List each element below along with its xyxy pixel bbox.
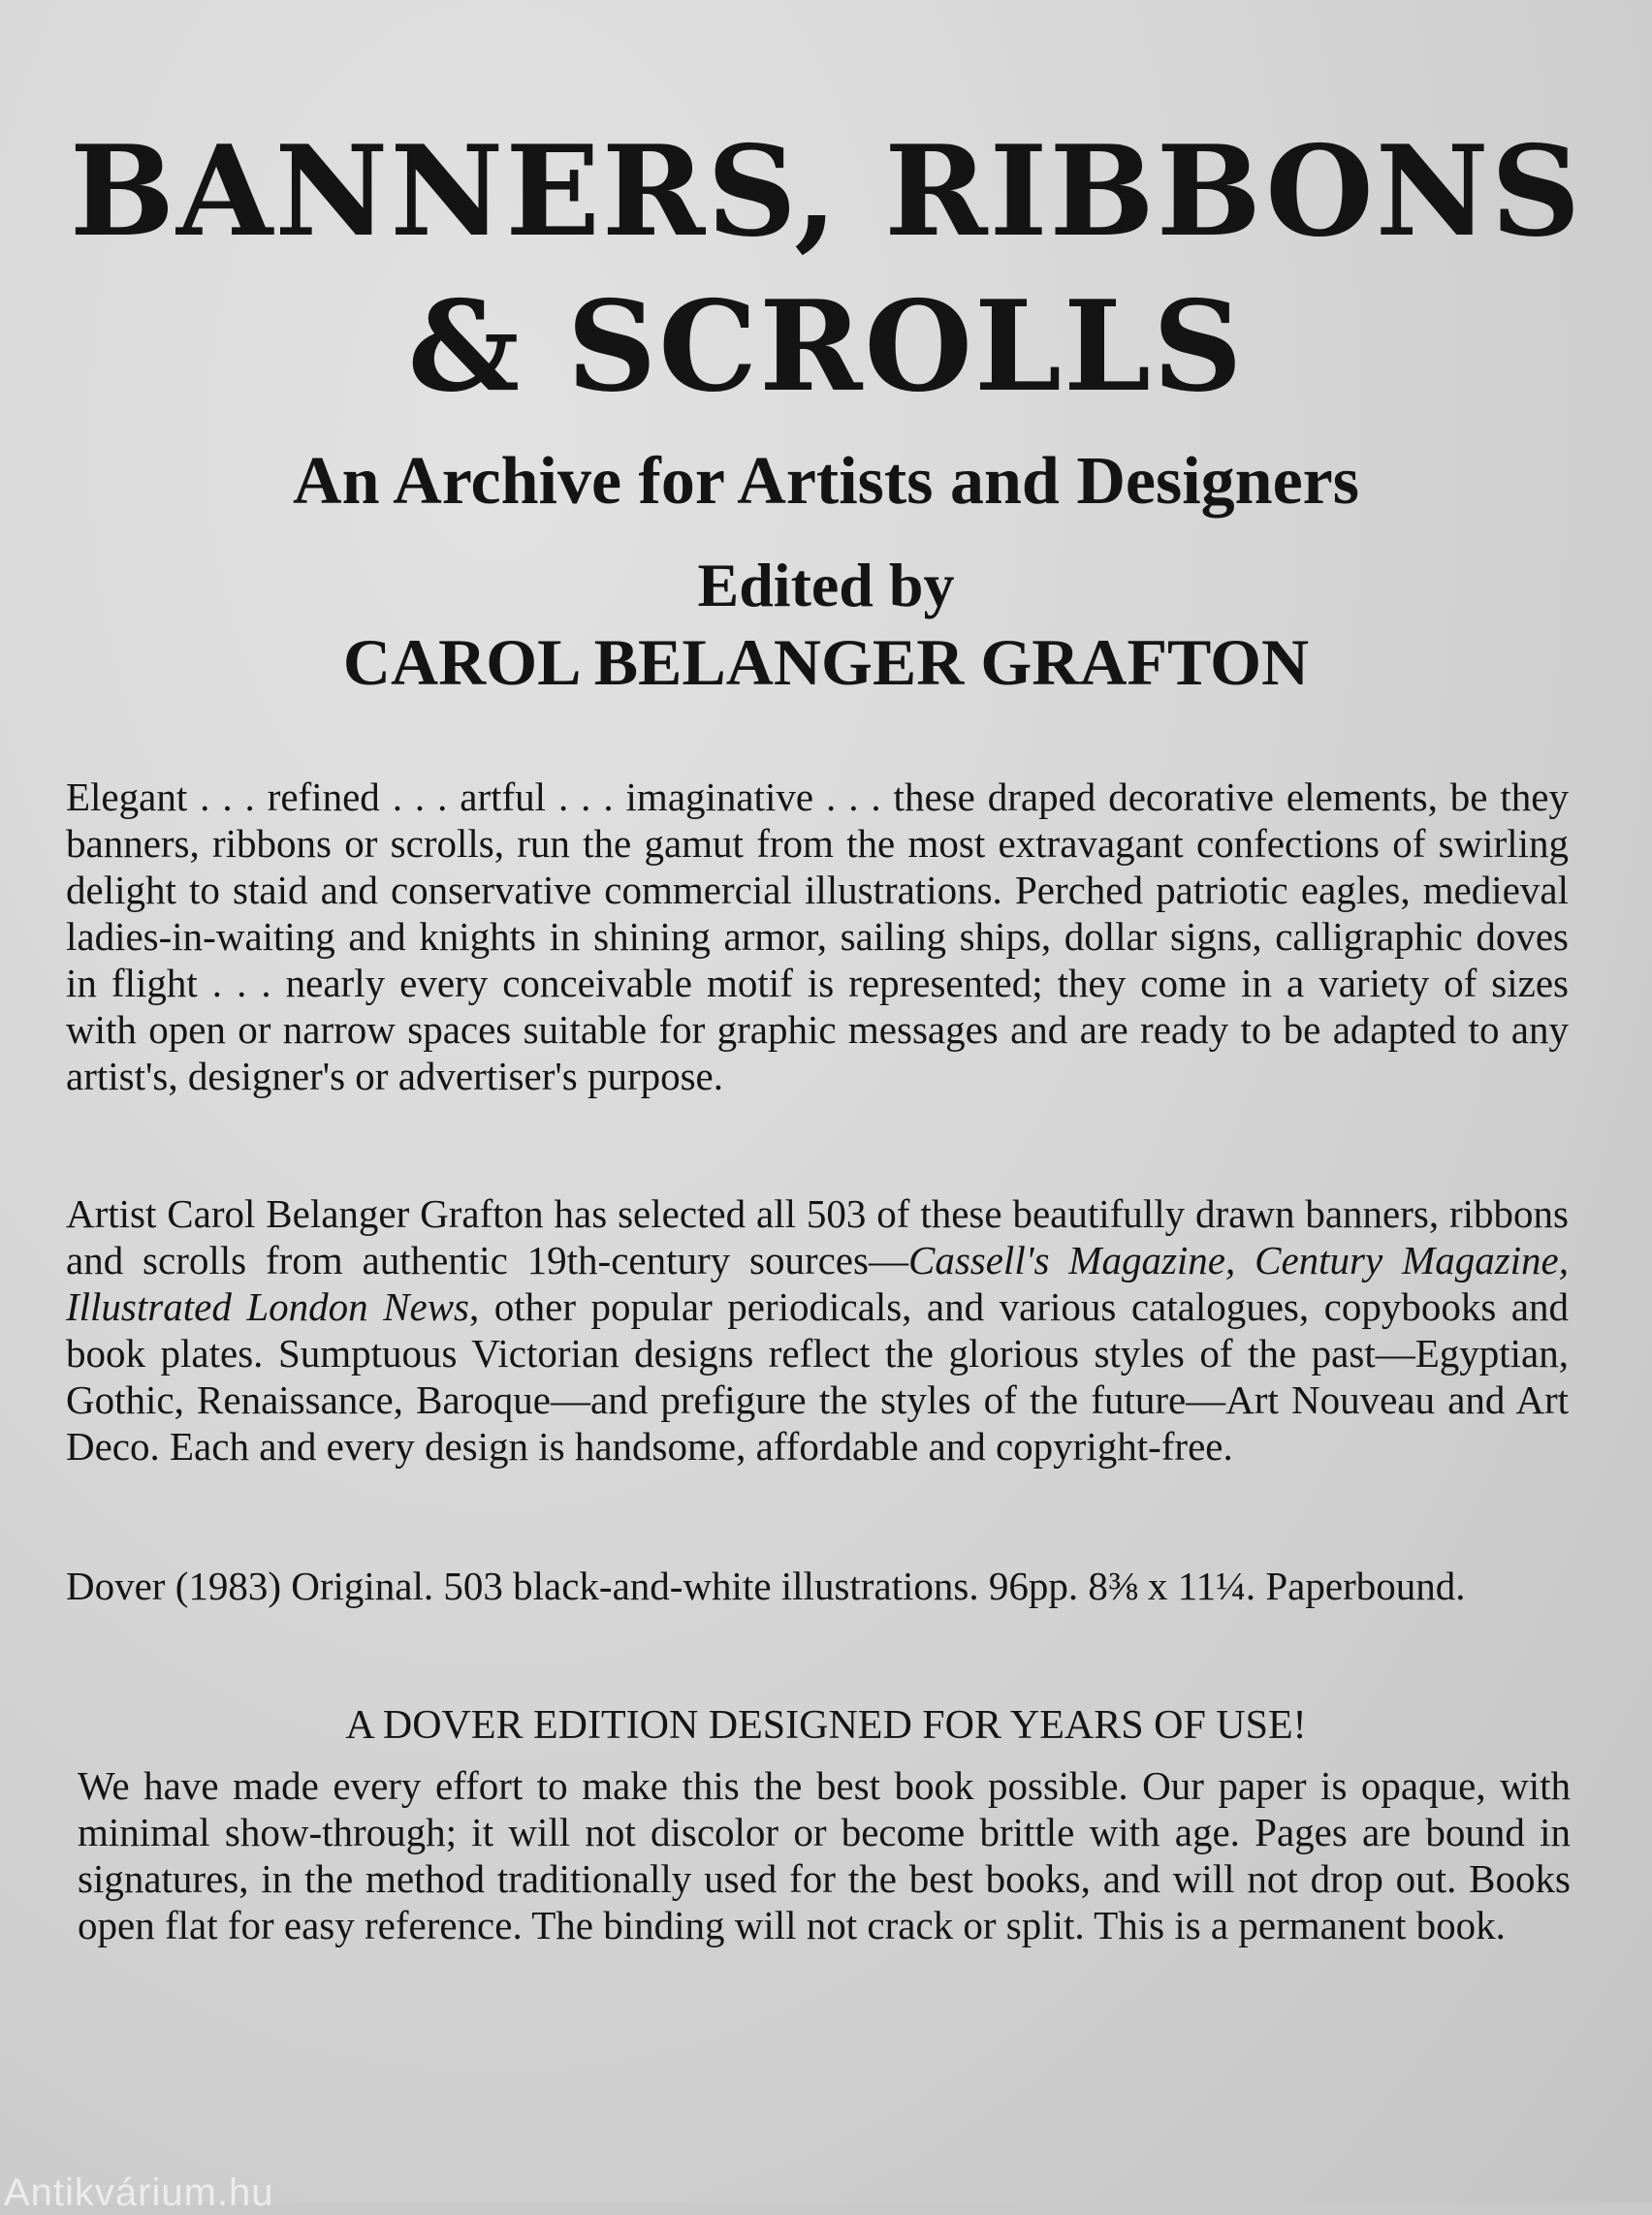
edition-heading: A DOVER EDITION DESIGNED FOR YEARS OF USE! (345, 1703, 1307, 1748)
title-line-2: & SCROLLS (407, 274, 1245, 420)
publication-details: Dover (1983) Original. 503 black-and-white illustrations. 96pp. 8⅜ x 11¼. Paperbound. (66, 1564, 1466, 1608)
durability-paragraph: We have made every effort to make this the best book possible. Our paper is opaque, with minimal show-through; it will not discolor or become brittle with age. Pages are bound in signatures, in the method traditionally used for the best books, and will not drop out. Books open flat for easy reference. The binding will not crack or split. This is a permanent book. (78, 1763, 1571, 1947)
paragraph-2-text-a: Artist Carol Belanger Grafton has selected all 503 of these beautifully drawn banners, ribbons and scrolls from authentic 19th-century sources— (66, 1191, 1569, 1282)
title-line-1: BANNERS, RIBBONS (69, 119, 1583, 265)
editor-name: CAROL BELANGER GRAFTON (342, 625, 1310, 699)
paragraph-2-text-b: , other popular periodicals, and various catalogues, copybooks and book plates. Sumptuous Victorian designs reflect the glorious styles of the past—Egyptian, Gothic, Renaissance, Baroque—and prefigure the styles of the future—Art Nouveau and Art Deco. Each and every design is handsome, affordable and copyright-free. (66, 1284, 1570, 1469)
paragraph-2-sources: Cassell's Magazine, Century Magazine, Illustrated London News (66, 1238, 1569, 1329)
subtitle: An Archive for Artists and Designers (293, 444, 1359, 519)
description-paragraph-2 (66, 1190, 1569, 1470)
watermark: Antikvárium.hu (4, 2171, 274, 2214)
edited-by-label: Edited by (697, 551, 955, 619)
description-paragraph-1: Elegant . . . refined . . . artful . . . imaginative . . . these draped decorative elements, be they banners, ribbons or scrolls, run the gamut from the most extravagant confections of swirling delight to staid and conservative commercial illustrations. Perched patriotic eagles, medieval ladies-in-waiting and knights in shining armor, sailing ships, dollar signs, calligraphic doves in flight . . . nearly every conceivable motif is represented; they come in a variety of sizes with open or narrow spaces suitable for graphic messages and are ready to be adapted to any artist's, designer's or advertiser's purpose. (66, 775, 1569, 1098)
